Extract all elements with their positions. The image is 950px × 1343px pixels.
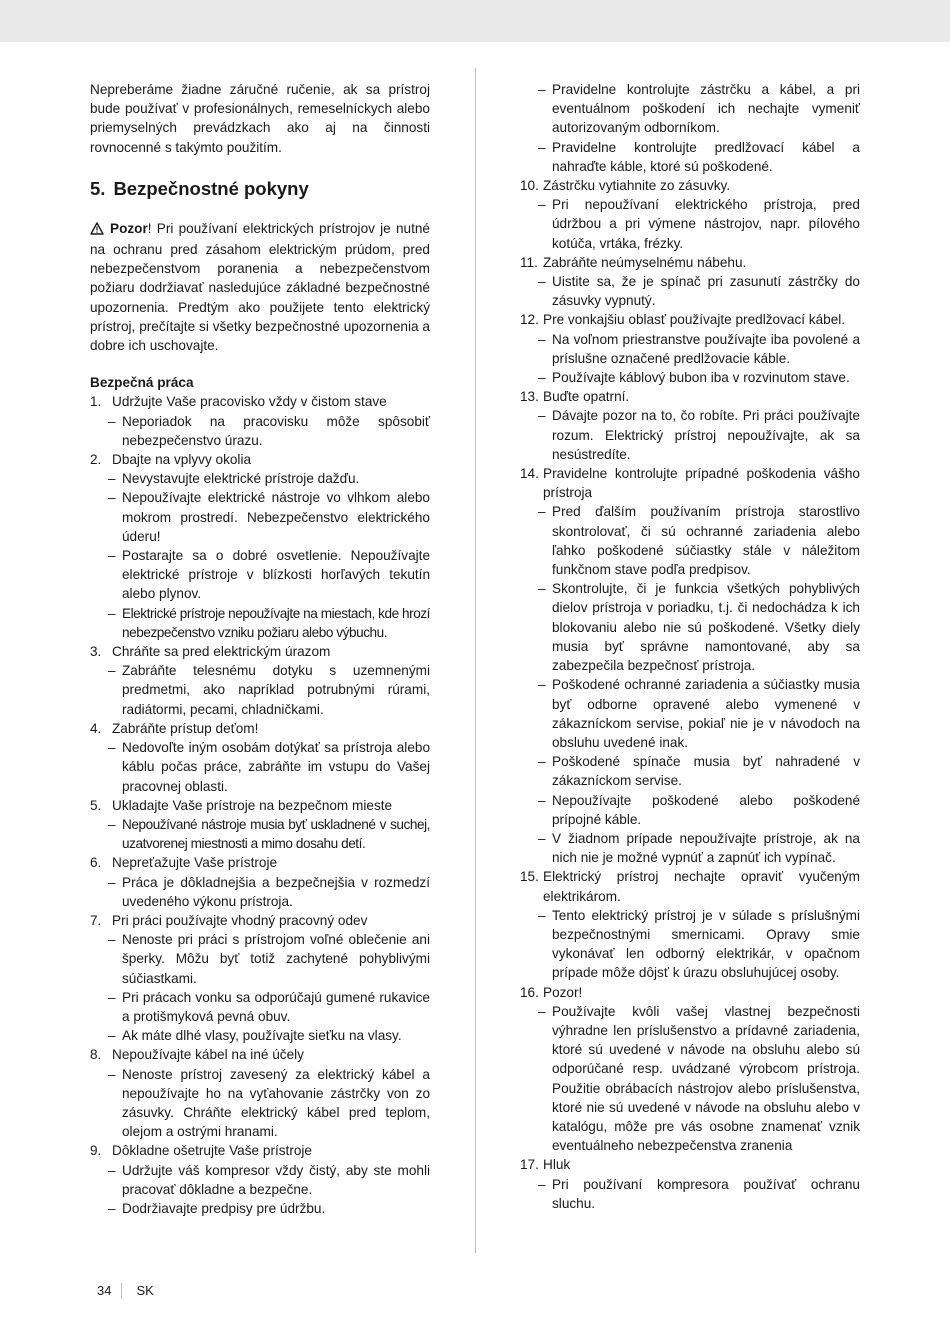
item-text: Zabráňte prístup deťom! [112, 720, 259, 736]
dash-item [520, 502, 860, 579]
item-text: Elektrický prístroj nechajte opraviť vyučeným elektrikárom. [543, 869, 860, 904]
intro-paragraph: Nepreberáme žiadne záručné ručenie, ak sa prístroj bude používať v profesionálnych, remeselníckych alebo priemyselných prevádzkach ako aj na činnosti rovnocenné s takýmto použitím. [90, 82, 430, 155]
dash-text: Používajte káblový bubon iba v rozvinutom stave. [552, 370, 850, 386]
item-text: Nepreťažujte Vaše prístroje [112, 855, 278, 871]
dash-item [90, 815, 430, 853]
list-item [90, 719, 430, 738]
list-item [520, 1155, 860, 1174]
dash-text: Uistite sa, že je spínač pri zasunutí zástrčky do zásuvky vypnutý. [552, 274, 860, 309]
dash-marker: – [538, 830, 546, 846]
dash-item [90, 1199, 430, 1218]
page-footer [97, 1283, 154, 1299]
dash-marker: – [108, 663, 116, 679]
dash-text: Pri nepoužívaní elektrického prístroja, pred údržbou a pri výmene nástrojov, napr. pílového kotúča, vrtáka, frézky. [552, 197, 860, 251]
dash-text: Udržujte váš kompresor vždy čistý, aby ste mohli pracovať dôkladne a bezpečne. [122, 1162, 430, 1197]
dash-marker: – [108, 740, 116, 756]
dash-text: Zabráňte telesnému dotyku s uzemnenými predmetmi, ako napríklad potrubnými rúrami, radiátormi, pecami, chladničkami. [122, 663, 430, 717]
item-number: 17. [520, 1157, 539, 1173]
item-number: 11. [520, 254, 538, 270]
dash-marker: – [108, 874, 116, 890]
dash-marker: – [538, 677, 546, 693]
section-number: 5. [90, 177, 106, 199]
dash-text: Pravidelne kontrolujte zástrčku a kábel, a pri eventuálnom poškodení ich nechajte vymeniť autorizovaným odborníkom. [552, 82, 860, 136]
dash-marker: – [538, 754, 546, 770]
dash-item [520, 195, 860, 253]
dash-text: Dávajte pozor na to, čo robíte. Pri práci používajte rozum. Elektrický prístroj nepoužívajte, ak sa nesústredíte. [552, 408, 860, 462]
dash-marker: – [538, 1176, 546, 1192]
dash-marker: – [538, 907, 546, 923]
list-item [90, 911, 430, 930]
dash-item [520, 272, 860, 310]
left-column [90, 80, 430, 1218]
dash-item [520, 829, 860, 867]
dash-text: Nepoužívajte poškodené alebo poškodené prípojné káble. [552, 792, 860, 827]
item-number: 5. [90, 797, 102, 813]
dash-item [90, 873, 430, 911]
item-number: 7. [90, 912, 102, 928]
dash-item [90, 988, 430, 1026]
item-text: Nepoužívajte kábel na iné účely [112, 1047, 304, 1063]
section-heading [90, 177, 430, 201]
dash-marker: – [108, 413, 116, 429]
dash-marker: – [108, 989, 116, 1005]
item-number: 14. [520, 466, 539, 482]
dash-item [520, 406, 860, 464]
dash-text: Na voľnom priestranstve používajte iba povolené a príslušne označené predlžovacie káble. [552, 331, 860, 366]
dash-marker: – [108, 1028, 116, 1044]
dash-text: Nepoužívané nástroje musia byť uskladnené v suchej, uzatvorenej miestnosti a mimo dosahu detí. [122, 816, 430, 852]
warning-paragraph [90, 219, 430, 355]
dash-item [90, 488, 430, 546]
language-code: SK [136, 1283, 154, 1298]
list-item [520, 253, 860, 272]
dash-marker: – [108, 932, 116, 948]
right-column [520, 80, 860, 1213]
dash-text: Nenoste prístroj zavesený za elektrický kábel a nepoužívajte ho na vyťahovanie zástrčky von zo zásuvky. Chráňte elektrický kábel pred teplom, olejom a ostrými hranami. [122, 1066, 430, 1140]
dash-marker: – [538, 82, 546, 97]
dash-text: Pri používaní kompresora používať ochranu sluchu. [552, 1176, 860, 1211]
dash-item [520, 675, 860, 752]
item-text: Ukladajte Vaše prístroje na bezpečnom mieste [112, 797, 393, 813]
dash-text: Poškodené ochranné zariadenia a súčiastky musia byť odborne opravené alebo vymenené v zákazníckom servise, pokiaľ nie je v návodoch na obsluhu uvedené inak. [552, 677, 860, 750]
list-item [90, 1045, 430, 1064]
dash-marker: – [108, 1162, 116, 1178]
dash-text: Skontrolujte, či je funkcia všetkých pohyblivých dielov prístroja v poriadku, t.j. či nedochádza k ich blokovaniu alebo nie sú poškodené. Všetky diely musia byť správne namontované, aby sa zabezpečila bezpečnosť prístroja. [552, 581, 860, 674]
list-item [90, 1141, 430, 1160]
item-text: Zabráňte neúmyselnému nábehu. [543, 254, 747, 270]
dash-text: V žiadnom prípade nepoužívajte prístroje, ak na nich nie je možné vypnúť a zapnúť ich vypínač. [552, 830, 860, 866]
dash-marker: – [108, 1066, 116, 1082]
top-bar [0, 0, 950, 42]
item-number: 2. [90, 452, 102, 468]
dash-text: Nevystavujte elektrické prístroje dažďu. [122, 471, 360, 487]
subheading: Bezpečná práca [90, 375, 194, 391]
dash-item [520, 1175, 860, 1213]
dash-item [90, 412, 430, 450]
safety-list-left [90, 392, 430, 1218]
dash-marker: – [538, 504, 546, 520]
dash-item [520, 752, 860, 790]
item-text: Zástrčku vytiahnite zo zásuvky. [543, 178, 731, 194]
dash-text: Elektrické prístroje nepoužívajte na miestach, kde hrozí nebezpečenstvo vzniku požiaru alebo výbuchu. [122, 605, 431, 640]
item-number: 8. [90, 1047, 102, 1063]
item-number: 13. [520, 389, 539, 405]
item-text: Buďte opatrní. [543, 389, 630, 405]
item-text: Udržujte Vaše pracovisko vždy v čistom stave [112, 394, 387, 410]
list-item [520, 867, 860, 905]
dash-text: Pravidelne kontrolujte predlžovací kábel a nahraďte káble, ktoré sú poškodené. [552, 139, 860, 174]
item-text: Hluk [543, 1157, 571, 1173]
dash-marker: – [538, 408, 546, 424]
item-text: Pre vonkajšiu oblasť používajte predlžovací kábel. [543, 312, 846, 328]
item-text: Dbajte na vplyvy okolia [112, 452, 252, 468]
item-text: Pri práci používajte vhodný pracovný odev [112, 912, 368, 928]
list-item [520, 983, 860, 1002]
warning-triangle-icon [90, 221, 104, 240]
dash-item [90, 661, 430, 719]
dash-text: Nepoužívajte elektrické nástroje vo vlhkom alebo mokrom prostredí. Nebezpečenstvo elektrického úderu! [122, 490, 430, 544]
dash-item [520, 80, 860, 138]
item-text: Pozor! [543, 984, 583, 1000]
warning-text: ! Pri používaní elektrických prístrojov je nutné na ochranu pred zásahom elektrickým prúdom, pred nebezpečenstvom poranenia a nebezpečenstvom požiaru dodržiavať nasledujúce základné bezpečnostné upozornenia. Predtým ako použijete tento elektrický prístroj, prečítajte si všetky bezpečnostné upozornenia a dobre ich uschovajte. [90, 220, 430, 354]
item-number: 1. [90, 394, 102, 410]
dash-marker: – [538, 792, 546, 808]
dash-item [520, 138, 860, 176]
dash-marker: – [538, 370, 546, 386]
column-divider [475, 68, 476, 1253]
dash-text: Používajte kvôli vašej vlastnej bezpečnosti výhradne len príslušenstvo a prídavné zariadenia, ktoré sú uvedené v návode na obsluhu alebo sú odporúčané resp. uvádzané výrobcom prístroja. Použitie obrábacích nástrojov alebo príslušenstva, ktoré nie sú uvedené v návode na obsluhu alebo v katalógu, môže pre vás osobne znamenať vznik eventuálneho nebezpečenstva zranenia [552, 1003, 860, 1154]
dash-item [90, 604, 430, 642]
list-item [520, 464, 860, 502]
dash-item [90, 469, 430, 488]
dash-item [520, 579, 860, 675]
dash-item [520, 1002, 860, 1156]
dash-text: Ak máte dlhé vlasy, používajte sieťku na vlasy. [122, 1028, 402, 1044]
item-text: Dôkladne ošetrujte Vaše prístroje [112, 1143, 312, 1159]
dash-marker: – [108, 471, 116, 487]
dash-item [520, 368, 860, 387]
dash-text: Pri prácach vonku sa odporúčajú gumené rukavice a protišmyková pevná obuv. [122, 989, 430, 1024]
dash-item [90, 1026, 430, 1045]
dash-marker: – [538, 331, 546, 347]
list-item [520, 387, 860, 406]
section-title: Bezpečnostné pokyny [113, 177, 309, 199]
item-number: 3. [90, 644, 102, 660]
dash-text: Dodržiavajte predpisy pre údržbu. [122, 1200, 326, 1216]
warning-label: Pozor [110, 220, 148, 236]
dash-marker: – [108, 816, 116, 832]
item-number: 15. [520, 869, 539, 885]
item-number: 9. [90, 1143, 102, 1159]
dash-item [90, 1161, 430, 1199]
list-item [90, 392, 430, 411]
list-item [90, 450, 430, 469]
list-item [520, 176, 860, 195]
list-item [90, 796, 430, 815]
item-number: 6. [90, 855, 102, 871]
dash-item [520, 791, 860, 829]
dash-text: Neporiadok na pracovisku môže spôsobiť nebezpečenstvo úrazu. [122, 413, 430, 448]
dash-item [520, 330, 860, 368]
dash-marker: – [538, 581, 546, 597]
dash-marker: – [538, 1003, 546, 1019]
page-number: 34 [97, 1283, 122, 1299]
dash-marker: – [538, 197, 546, 213]
list-item [90, 642, 430, 661]
dash-marker: – [108, 490, 116, 506]
dash-marker: – [108, 1200, 116, 1216]
dash-text: Poškodené spínače musia byť nahradené v zákazníckom servise. [552, 754, 860, 789]
dash-item [90, 1065, 430, 1142]
item-number: 12. [520, 312, 539, 328]
dash-marker: – [108, 605, 116, 621]
dash-item [90, 738, 430, 796]
dash-marker: – [538, 274, 546, 290]
item-text: Chráňte sa pred elektrickým úrazom [112, 644, 331, 660]
dash-text: Práca je dôkladnejšia a bezpečnejšia v rozmedzí uvedeného výkonu prístroja. [122, 874, 430, 909]
dash-item [90, 930, 430, 988]
dash-text: Tento elektrický prístroj je v súlade s príslušnými bezpečnostnými smernicami. Opravy smie vykonávať len odborný elektrikár, v opačnom prípade môže dôjsť k úrazu obsluhujúcej osoby. [552, 907, 860, 981]
item-text: Pravidelne kontrolujte prípadné poškodenia vášho prístroja [543, 466, 860, 501]
list-item [520, 310, 860, 329]
item-number: 16. [520, 984, 539, 1000]
dash-item [90, 546, 430, 604]
dash-marker: – [538, 139, 546, 155]
item-number: 10. [520, 178, 539, 194]
dash-marker: – [108, 548, 116, 564]
dash-text: Nenoste pri práci s prístrojom voľné oblečenie ani šperky. Môžu byť totiž zachytené pohyblivými súčiastkami. [122, 932, 430, 986]
dash-item [520, 906, 860, 983]
item-number: 4. [90, 720, 102, 736]
safety-list-right [520, 176, 860, 1213]
list-item [90, 853, 430, 872]
dash-text: Nedovoľte iným osobám dotýkať sa prístroja alebo káblu počas práce, zabráňte im vstupu do Vašej pracovnej oblasti. [122, 740, 430, 794]
continued-dashes [520, 80, 860, 176]
dash-text: Pred ďalším používaním prístroja starostlivo skontrolovať, či sú ochranné zariadenia alebo ľahko poškodené súčiastky stále v náležitom funkčnom stave podľa predpisov. [552, 504, 860, 578]
dash-text: Postarajte sa o dobré osvetlenie. Nepoužívajte elektrické prístroje v blízkosti horľavých tekutín alebo plynov. [122, 548, 430, 602]
